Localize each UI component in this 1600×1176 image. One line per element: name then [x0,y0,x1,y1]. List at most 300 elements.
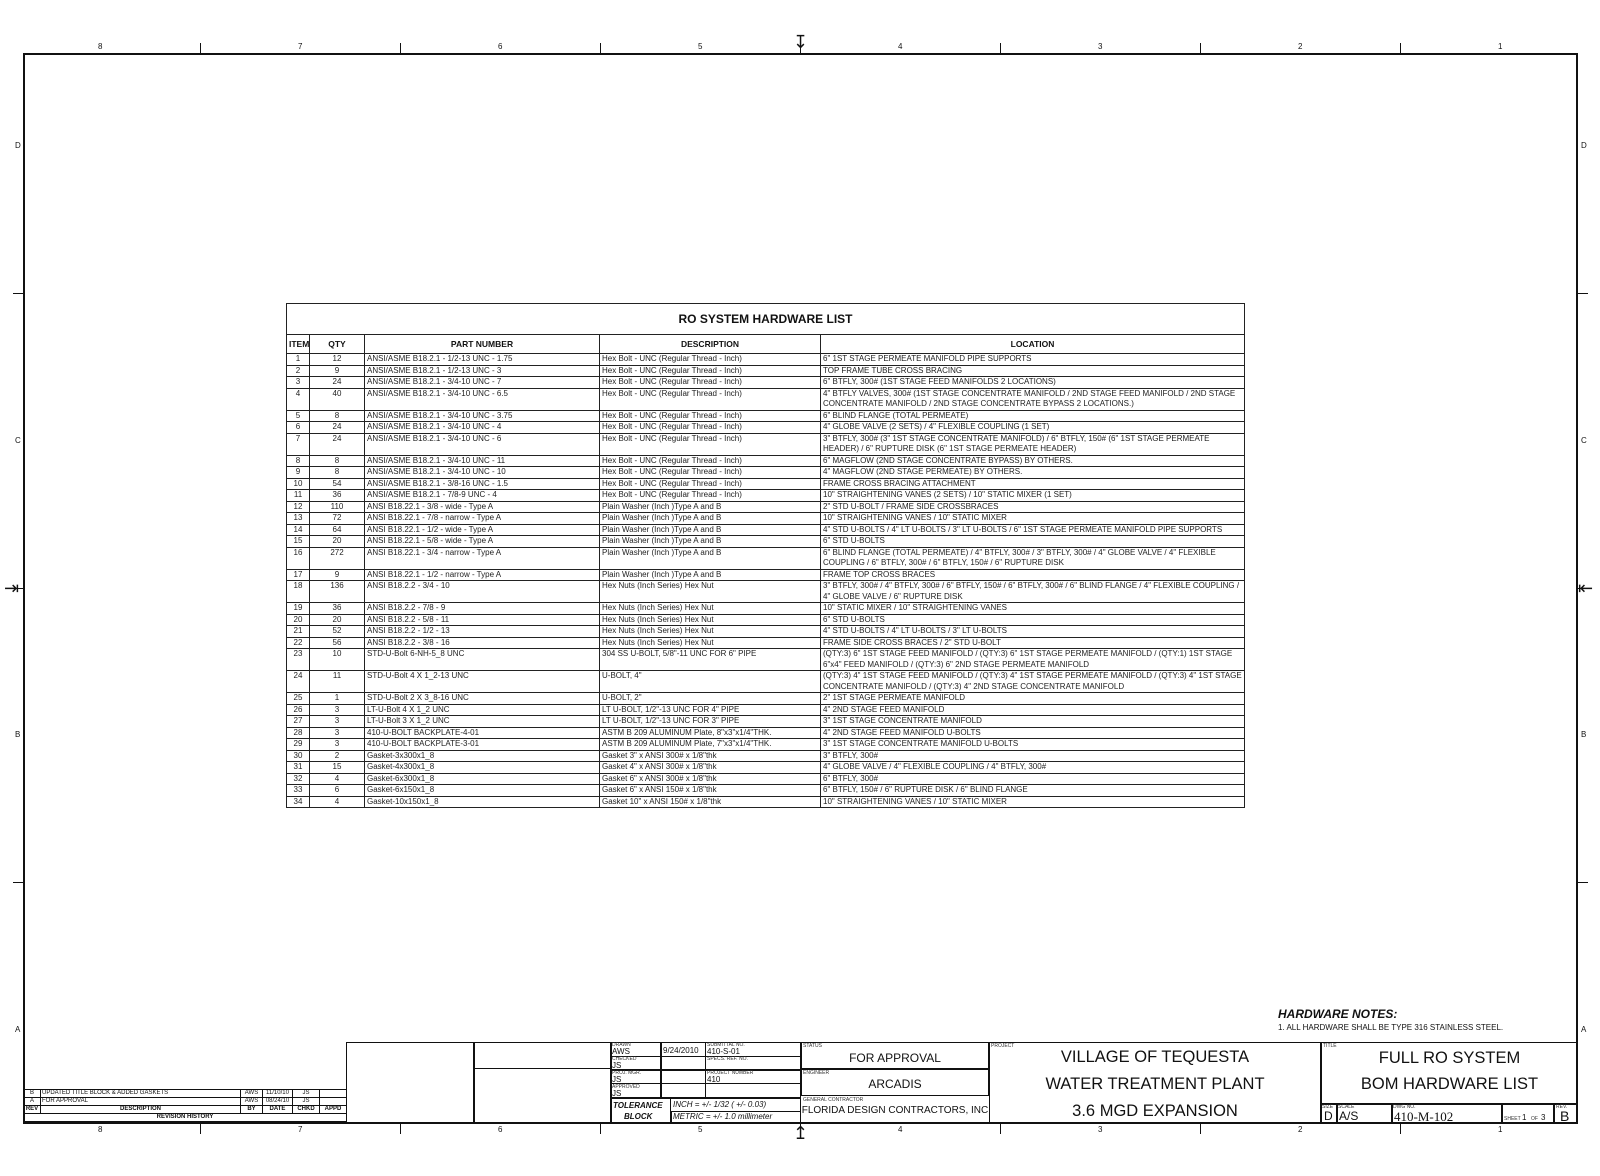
sheet-total-value: 3 [1541,1113,1546,1122]
description-cell: Plain Washer (Inch )Type A and B [600,569,821,581]
drawn-value: AWS [612,1047,630,1056]
location-cell: 6" 1ST STAGE PERMEATE MANIFOLD PIPE SUPPORTS [821,354,1245,366]
hardware-row [287,377,1245,389]
location-cell: 4" MAGFLOW (2ND STAGE PERMEATE) BY OTHERS. [821,467,1245,479]
submittal-label: SUBMITTAL NO. [707,1042,745,1048]
hardware-row [287,478,1245,490]
location-cell: 3" 1ST STAGE CONCENTRATE MANIFOLD [821,716,1245,728]
location-cell: 6" STD U-BOLTS [821,614,1245,626]
hardware-row [287,739,1245,751]
location-cell: 4" STD U-BOLTS / 4" LT U-BOLTS / 3" LT U-BOLTS / 6" 1ST STAGE PERMEATE MANIFOLD PIPE SUPPORTS [821,524,1245,536]
qty-cell: 12 [310,354,365,366]
qty-cell: 20 [310,614,365,626]
qty-cell: 20 [310,536,365,548]
location-cell: 10" STRAIGHTENING VANES / 10" STATIC MIXER [821,513,1245,525]
center-arrow-bottom: ↥ [793,1123,809,1143]
location-cell: 10" STATIC MIXER / 10" STRAIGHTENING VANES [821,603,1245,615]
qty-cell: 136 [310,581,365,603]
location-cell: 6" BTFLY, 300# [821,773,1245,785]
part-number-cell: ANSI B18.22.1 - 3/8 - wide - Type A [365,501,600,513]
item-cell: 10 [287,478,310,490]
part-number-cell: 410-U-BOLT BACKPLATE-3-01 [365,739,600,751]
tolerance-metric: METRIC = +/- 1.0 millimeter [673,1112,773,1121]
zone-number-top: 6 [498,42,503,51]
hardware-row [287,603,1245,615]
drawn-label: DRAWN [612,1042,631,1048]
zone-tick-bottom [200,1124,201,1134]
qty-cell: 10 [310,649,365,671]
description-cell: Gasket 3" x ANSI 300# x 1/8"thk [600,750,821,762]
size-value: D [1324,1109,1333,1123]
description-cell: U-BOLT, 4" [600,671,821,693]
rev-header-description: DESCRIPTION [41,1106,241,1114]
qty-cell: 9 [310,365,365,377]
zone-number-top: 5 [698,42,703,51]
item-cell: 15 [287,536,310,548]
description-cell: Hex Nuts (Inch Series) Hex Nut [600,626,821,638]
qty-cell: 36 [310,490,365,502]
notes-heading: HARDWARE NOTES: [1278,1007,1398,1021]
item-cell: 13 [287,513,310,525]
description-cell: LT U-BOLT, 1/2"-13 UNC FOR 4" PIPE [600,704,821,716]
zone-letter-left: C [15,436,21,445]
item-cell: 26 [287,704,310,716]
engineer-value: ARCADIS [868,1077,922,1091]
part-number-cell: ANSI/ASME B18.2.1 - 1/2-13 UNC - 1.75 [365,354,600,366]
hardware-row [287,785,1245,797]
contractor-value: FLORIDA DESIGN CONTRACTORS, INC [801,1105,989,1116]
description-cell: Hex Bolt - UNC (Regular Thread - Inch) [600,388,821,410]
rev-appd [320,1098,347,1106]
revision-caption-row [24,1114,347,1122]
qty-cell: 24 [310,433,365,455]
description-cell: Plain Washer (Inch )Type A and B [600,547,821,569]
dwg-label: DWG NO. [1393,1104,1416,1110]
hardware-row [287,704,1245,716]
hardware-row [287,649,1245,671]
approved-label: APPROVED [612,1084,640,1090]
title-line-2: BOM HARDWARE LIST [1360,1075,1539,1093]
scale-label: SCALE [1338,1104,1355,1110]
specs-label: SPECS. REF. NO. [707,1056,748,1062]
item-cell: 23 [287,649,310,671]
hardware-row [287,693,1245,705]
location-cell: 10" STRAIGHTENING VANES (2 SETS) / 10" STATIC MIXER (1 SET) [821,490,1245,502]
hardware-row [287,547,1245,569]
part-number-cell: LT-U-Bolt 3 X 1_2 UNC [365,716,600,728]
hardware-list-table [286,303,1245,808]
title-line-1: FULL RO SYSTEM [1378,1049,1521,1067]
col-header-location: LOCATION [821,335,1245,354]
rev-description: UPDATED TITLE BLOCK & ADDED GASKETS [41,1090,241,1098]
col-header-description: DESCRIPTION [600,335,821,354]
hardware-row [287,614,1245,626]
part-number-cell: ANSI B18.2.2 - 1/2 - 13 [365,626,600,638]
part-number-cell: ANSI/ASME B18.2.1 - 3/4-10 UNC - 7 [365,377,600,389]
location-cell: 6" BTFLY, 300# (1ST STAGE FEED MANIFOLDS 2 LOCATIONS) [821,377,1245,389]
hardware-row [287,716,1245,728]
description-cell: Hex Bolt - UNC (Regular Thread - Inch) [600,490,821,502]
item-cell: 4 [287,388,310,410]
location-cell: 4" BTFLY VALVES, 300# (1ST STAGE CONCENTRATE MANIFOLD / 2ND STAGE FEED MANIFOLD / 2ND STAGE CONCENTRATE MANIFOLD / 2ND STAGE CONCENTRATE BYPASS 2 LOCATIONS.) [821,388,1245,410]
item-cell: 18 [287,581,310,603]
location-cell: 2" 1ST STAGE PERMEATE MANIFOLD [821,693,1245,705]
description-cell: ASTM B 209 ALUMINUM Plate, 8"x3"x1/4"THK. [600,727,821,739]
notes-line: 1. ALL HARDWARE SHALL BE TYPE 316 STAINLESS STEEL. [1278,1023,1504,1032]
location-cell: 4" GLOBE VALVE (2 SETS) / 4" FLEXIBLE COUPLING (1 SET) [821,422,1245,434]
zone-number-bottom: 1 [1498,1125,1503,1134]
qty-cell: 64 [310,524,365,536]
item-cell: 19 [287,603,310,615]
zone-letter-left: D [15,141,21,150]
zone-number-top: 8 [98,42,103,51]
zone-letter-left: A [15,1025,21,1034]
zone-tick-top [1000,43,1001,53]
zone-tick-bottom [600,1124,601,1134]
part-number-cell: ANSI/ASME B18.2.1 - 3/4-10 UNC - 6 [365,433,600,455]
location-cell: 4" GLOBE VALVE / 4" FLEXIBLE COUPLING / 4" BTFLY, 300# [821,762,1245,774]
zone-tick-right [1578,882,1588,883]
qty-cell: 2 [310,750,365,762]
sheet-label: SHEET [1504,1116,1521,1122]
part-number-cell: ANSI B18.2.2 - 3/8 - 16 [365,637,600,649]
hardware-row [287,637,1245,649]
zone-letter-right: A [1581,1025,1587,1034]
item-cell: 22 [287,637,310,649]
zone-tick-top [1400,43,1401,53]
item-cell: 11 [287,490,310,502]
center-arrow-top: ↧ [793,32,809,52]
title-label: TITLE [1323,1043,1337,1049]
revision-row [24,1098,347,1106]
rev-description: FOR APPROVAL [41,1098,241,1106]
zone-tick-bottom [1000,1124,1001,1134]
part-number-cell: Gasket-4x300x1_8 [365,762,600,774]
part-number-cell: Gasket-6x150x1_8 [365,785,600,797]
location-cell: 3" 1ST STAGE CONCENTRATE MANIFOLD U-BOLTS [821,739,1245,751]
description-cell: Hex Bolt - UNC (Regular Thread - Inch) [600,422,821,434]
hardware-row [287,524,1245,536]
qty-cell: 272 [310,547,365,569]
item-cell: 8 [287,455,310,467]
description-cell: Hex Bolt - UNC (Regular Thread - Inch) [600,478,821,490]
revision-history-table [23,1089,347,1122]
location-cell: 6" STD U-BOLTS [821,536,1245,548]
project-number-value: 410 [707,1075,721,1084]
description-cell: Hex Bolt - UNC (Regular Thread - Inch) [600,467,821,479]
qty-cell: 3 [310,727,365,739]
zone-number-bottom: 6 [498,1125,503,1134]
hardware-row [287,536,1245,548]
item-cell: 27 [287,716,310,728]
project-line-1: VILLAGE OF TEQUESTA [1060,1048,1250,1066]
description-cell: Gasket 10" x ANSI 150# x 1/8"thk [600,796,821,808]
rev-letter: A [24,1098,41,1106]
part-number-cell: Gasket-3x300x1_8 [365,750,600,762]
qty-cell: 1 [310,693,365,705]
part-number-cell: ANSI B18.22.1 - 3/4 - narrow - Type A [365,547,600,569]
contractor-label: GENERAL CONTRACTOR [803,1097,864,1103]
part-number-cell: ANSI/ASME B18.2.1 - 7/8-9 UNC - 4 [365,490,600,502]
description-cell: Hex Bolt - UNC (Regular Thread - Inch) [600,377,821,389]
dwg-value: 410-M-102 [1394,1109,1454,1124]
revision-history-caption: REVISION HISTORY [24,1114,347,1122]
zone-tick-bottom [1400,1124,1401,1134]
project-number-label: PROJECT NUMBER [707,1070,754,1076]
item-cell: 1 [287,354,310,366]
qty-cell: 8 [310,467,365,479]
hardware-list-title: RO SYSTEM HARDWARE LIST [287,304,1245,335]
part-number-cell: Gasket-10x150x1_8 [365,796,600,808]
location-cell: 3" BTFLY, 300# (3" 1ST STAGE CONCENTRATE MANIFOLD) / 6" BTFLY, 150# (6" 1ST STAGE PERMEATE HEADER) / 6" RUPTURE DISK (6" 1ST STAGE PERMEATE HEADER) [821,433,1245,455]
item-cell: 3 [287,377,310,389]
qty-cell: 40 [310,388,365,410]
item-cell: 34 [287,796,310,808]
part-number-cell: ANSI/ASME B18.2.1 - 3/4-10 UNC - 11 [365,455,600,467]
col-header-qty: QTY [310,335,365,354]
part-number-cell: ANSI B18.2.2 - 5/8 - 11 [365,614,600,626]
qty-cell: 4 [310,773,365,785]
location-cell: 2" STD U-BOLT / FRAME SIDE CROSSBRACES [821,501,1245,513]
part-number-cell: ANSI B18.22.1 - 1/2 - narrow - Type A [365,569,600,581]
rev-label: REV. [1556,1104,1568,1110]
rev-by: AWS [241,1098,263,1106]
hardware-row [287,388,1245,410]
revision-header-row [24,1106,347,1114]
zone-number-bottom: 2 [1298,1125,1303,1134]
of-label: OF [1531,1116,1538,1122]
part-number-cell: STD-U-Bolt 2 X 3_8-16 UNC [365,693,600,705]
hardware-row [287,410,1245,422]
part-number-cell: LT-U-Bolt 4 X 1_2 UNC [365,704,600,716]
hardware-row [287,581,1245,603]
hardware-row [287,365,1245,377]
location-cell: FRAME TOP CROSS BRACES [821,569,1245,581]
proj-mgr-label: PROJ. MGR. [612,1070,642,1076]
part-number-cell: ANSI B18.22.1 - 1/2 - wide - Type A [365,524,600,536]
item-cell: 6 [287,422,310,434]
part-number-cell: ANSI/ASME B18.2.1 - 3/4-10 UNC - 3.75 [365,410,600,422]
location-cell: (QTY:3) 4" 1ST STAGE FEED MANIFOLD / (QTY:3) 4" 1ST STAGE PERMEATE MANIFOLD / (QTY:3) 4" 1ST STAGE CONCENTRATE MANIFOLD / (QTY:3) 4" 2ND STAGE CONCENTRATE MANIFOLD [821,671,1245,693]
rev-date: 11/10/10 [263,1090,293,1098]
revision-row [24,1090,347,1098]
description-cell: U-BOLT, 2" [600,693,821,705]
description-cell: Plain Washer (Inch )Type A and B [600,501,821,513]
part-number-cell: ANSI/ASME B18.2.1 - 1/2-13 UNC - 3 [365,365,600,377]
zone-number-top: 1 [1498,42,1503,51]
qty-cell: 56 [310,637,365,649]
hardware-row [287,569,1245,581]
zone-number-bottom: 3 [1098,1125,1103,1134]
hardware-row [287,422,1245,434]
zone-number-top: 4 [898,42,903,51]
date-value: 9/24/2010 [663,1046,699,1055]
item-cell: 16 [287,547,310,569]
center-arrow-left: ⇥ [4,578,20,598]
qty-cell: 3 [310,716,365,728]
description-cell: Gasket 4" x ANSI 300# x 1/8"thk [600,762,821,774]
rev-chkd: JS [293,1090,320,1098]
location-cell: 6" MAGFLOW (2ND STAGE CONCENTRATE BYPASS) BY OTHERS. [821,455,1245,467]
hardware-row [287,490,1245,502]
qty-cell: 72 [310,513,365,525]
tolerance-block-label-2: BLOCK [624,1112,653,1121]
rev-date: 08/24/10 [263,1098,293,1106]
part-number-cell: 410-U-BOLT BACKPLATE-4-01 [365,727,600,739]
engineer-label: ENGINEER [803,1070,830,1076]
hardware-row [287,750,1245,762]
part-number-cell: ANSI/ASME B18.2.1 - 3/4-10 UNC - 10 [365,467,600,479]
hardware-row [287,501,1245,513]
item-cell: 33 [287,785,310,797]
hardware-row [287,455,1245,467]
zone-tick-bottom [1200,1124,1201,1134]
sheet-value: 1 [1522,1113,1527,1122]
zone-letter-left: B [15,730,21,739]
hardware-row [287,513,1245,525]
description-cell: Hex Bolt - UNC (Regular Thread - Inch) [600,365,821,377]
hardware-row [287,762,1245,774]
qty-cell: 6 [310,785,365,797]
zone-letter-right: C [1581,436,1587,445]
part-number-cell: ANSI/ASME B18.2.1 - 3/8-16 UNC - 1.5 [365,478,600,490]
description-cell: Plain Washer (Inch )Type A and B [600,536,821,548]
part-number-cell: STD-U-Bolt 6-NH-5_8 UNC [365,649,600,671]
hardware-row [287,671,1245,693]
hardware-row [287,796,1245,808]
drawn-grid-row [611,1056,801,1070]
part-number-cell: ANSI/ASME B18.2.1 - 3/4-10 UNC - 4 [365,422,600,434]
qty-cell: 52 [310,626,365,638]
hardware-row [287,773,1245,785]
item-cell: 5 [287,410,310,422]
location-cell: 4" 2ND STAGE FEED MANIFOLD U-BOLTS [821,727,1245,739]
col-header-part-number: PART NUMBER [365,335,600,354]
description-cell: Hex Nuts (Inch Series) Hex Nut [600,637,821,649]
description-cell: Hex Bolt - UNC (Regular Thread - Inch) [600,433,821,455]
item-cell: 32 [287,773,310,785]
tolerance-inch: INCH = +/- 1/32 ( +/- 0.03) [673,1100,767,1109]
description-cell: Hex Bolt - UNC (Regular Thread - Inch) [600,354,821,366]
part-number-cell: STD-U-Bolt 4 X 1_2-13 UNC [365,671,600,693]
description-cell: ASTM B 209 ALUMINUM Plate, 7"x3"x1/4"THK. [600,739,821,751]
rev-header-chkd: CHKD [293,1106,320,1114]
zone-tick-top [600,43,601,53]
zone-number-top: 7 [298,42,303,51]
zone-tick-bottom [400,1124,401,1134]
qty-cell: 15 [310,762,365,774]
rev-header-rev: REV [24,1106,41,1114]
part-number-cell: ANSI B18.22.1 - 5/8 - wide - Type A [365,536,600,548]
location-cell: 6" BTFLY, 150# / 6" RUPTURE DISK / 6" BLIND FLANGE [821,785,1245,797]
location-cell: 3" BTFLY, 300# / 4" BTFLY, 300# / 6" BTFLY, 150# / 6" BTFLY, 300# / 6" BLIND FLANGE / 4" FLEXIBLE COUPLING / 4" GLOBE VALVE / 6" RUPTURE DISK [821,581,1245,603]
zone-tick-top [400,43,401,53]
description-cell: Hex Bolt - UNC (Regular Thread - Inch) [600,410,821,422]
location-cell: FRAME SIDE CROSS BRACES / 2" STD U-BOLT [821,637,1245,649]
item-cell: 24 [287,671,310,693]
part-number-cell: ANSI/ASME B18.2.1 - 3/4-10 UNC - 6.5 [365,388,600,410]
zone-number-bottom: 5 [698,1125,703,1134]
description-cell: Hex Nuts (Inch Series) Hex Nut [600,581,821,603]
col-header-item: ITEM [287,335,310,354]
item-cell: 28 [287,727,310,739]
rev-chkd: JS [293,1098,320,1106]
proj-mgr-value: JS [612,1075,622,1084]
hardware-row [287,433,1245,455]
description-cell: Plain Washer (Inch )Type A and B [600,513,821,525]
part-number-cell: Gasket-6x300x1_8 [365,773,600,785]
project-line-3: 3.6 MGD EXPANSION [1072,1102,1238,1120]
description-cell: Hex Nuts (Inch Series) Hex Nut [600,603,821,615]
location-cell: 6" BLIND FLANGE (TOTAL PERMEATE) / 4" BTFLY, 300# / 3" BTFLY, 300# / 4" GLOBE VALVE / 4" FLEXIBLE COUPLING / 6" BTFLY, 300# / 6" BTFLY, 150# / 6" RUPTURE DISK [821,547,1245,569]
zone-number-top: 2 [1298,42,1303,51]
rev-by: AWS [241,1090,263,1098]
qty-cell: 3 [310,704,365,716]
checked-label: CHECKED [612,1056,637,1062]
project-line-2: WATER TREATMENT PLANT [1045,1075,1265,1093]
hardware-list-header-row [287,335,1245,354]
item-cell: 14 [287,524,310,536]
item-cell: 17 [287,569,310,581]
approved-value: JS [612,1089,622,1098]
zone-number-bottom: 4 [898,1125,903,1134]
status-value: FOR APPROVAL [849,1051,941,1065]
item-cell: 7 [287,433,310,455]
zone-tick-left [13,293,23,294]
location-cell: 4" 2ND STAGE FEED MANIFOLD [821,704,1245,716]
hardware-row [287,626,1245,638]
blank-box-3 [474,1068,611,1124]
zone-tick-top [1200,43,1201,53]
qty-cell: 24 [310,377,365,389]
qty-cell: 8 [310,455,365,467]
location-cell: (QTY:3) 6" 1ST STAGE FEED MANIFOLD / (QTY:3) 6" 1ST STAGE PERMEATE MANIFOLD / (QTY:1) 1ST STAGE 6"x4" FEED MANIFOLD / (QTY:3) 6" 2ND STAGE PERMEATE MANIFOLD [821,649,1245,671]
qty-cell: 24 [310,422,365,434]
center-arrow-right: ⇤ [1578,578,1594,598]
item-cell: 30 [287,750,310,762]
qty-cell: 36 [310,603,365,615]
zone-letter-right: B [1581,730,1587,739]
hardware-notes [1278,1007,1503,1032]
rev-value: B [1560,1108,1570,1124]
project-label: PROJECT [991,1043,1015,1049]
qty-cell: 3 [310,739,365,751]
location-cell: 10" STRAIGHTENING VANES / 10" STATIC MIXER [821,796,1245,808]
location-cell: 4" STD U-BOLTS / 4" LT U-BOLTS / 3" LT U-BOLTS [821,626,1245,638]
item-cell: 25 [287,693,310,705]
location-cell: 6" BLIND FLANGE (TOTAL PERMEATE) [821,410,1245,422]
item-cell: 9 [287,467,310,479]
qty-cell: 54 [310,478,365,490]
zone-tick-top [200,43,201,53]
zone-number-top: 3 [1098,42,1103,51]
item-cell: 21 [287,626,310,638]
hardware-row [287,354,1245,366]
item-cell: 29 [287,739,310,751]
rev-letter: B [24,1090,41,1098]
rev-appd [320,1090,347,1098]
checked-value: JS [612,1061,622,1070]
size-label: SIZE [1322,1104,1334,1110]
item-cell: 2 [287,365,310,377]
part-number-cell: ANSI B18.22.1 - 7/8 - narrow - Type A [365,513,600,525]
rev-header-appd: APPD [320,1106,347,1114]
blank-box-1 [346,1042,474,1124]
status-label: STATUS [803,1043,822,1049]
zone-number-bottom: 8 [98,1125,103,1134]
submittal-value: 410-S-01 [707,1047,740,1056]
part-number-cell: ANSI B18.2.2 - 3/4 - 10 [365,581,600,603]
